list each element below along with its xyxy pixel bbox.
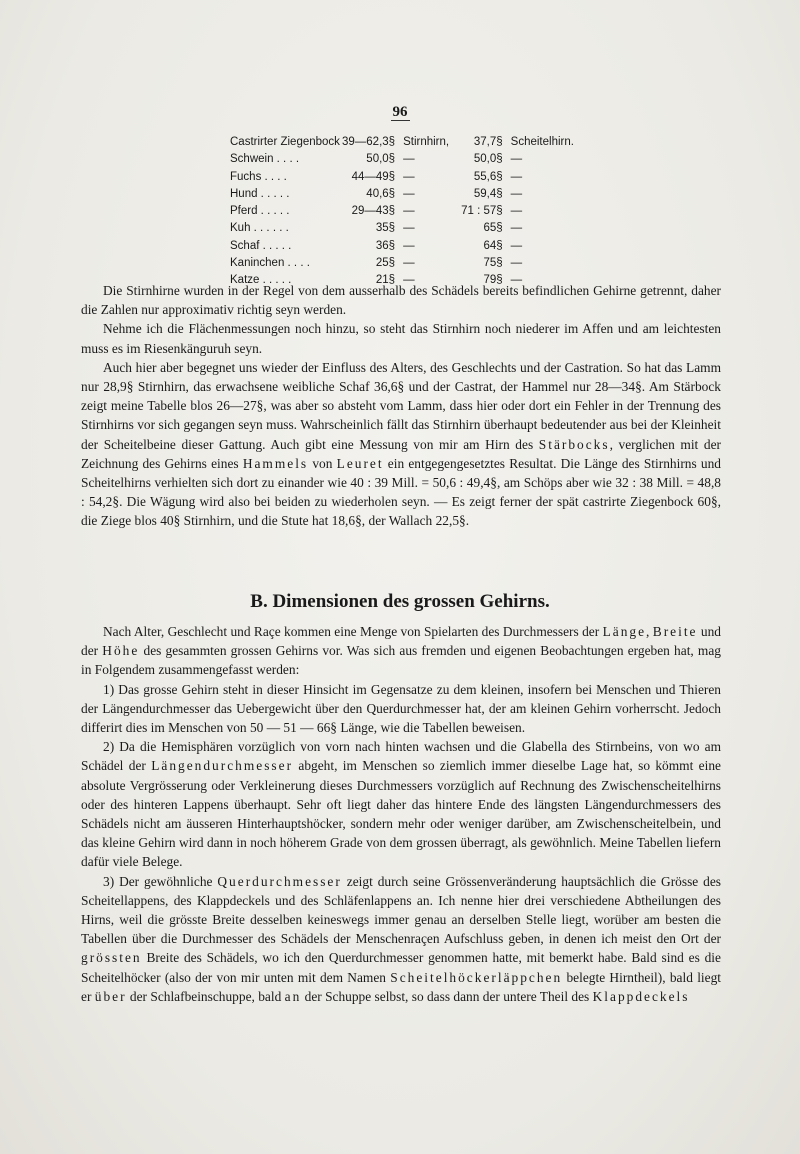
table-row [230, 203, 574, 220]
frontal-label: — [403, 239, 415, 252]
table-row [230, 134, 574, 151]
table-row [230, 151, 574, 168]
table-row [230, 169, 574, 186]
paragraph: Auch hier aber begegnet uns wieder der Einfluss des Alters, des Geschlechts und der Castration. So hat das Lamm nur 28,9§ Stirnhirn, das erwachsene weibliche Schaf 36,6§ und der Castrat, der Hammel nur 28—34§. Am Stärbock zeigt meine Tabelle blos 26—27§, was aber so absteht vom Lamm, dass hier oder dort ein Fehler in der Trennung des Stirnhirns vor sich gegangen seyn muss. Wahrscheinlich fällt das Stirnhirn überhaupt bedeutender aus bei der Kleinheit der Scheitelbeine dieser Gattung. Auch gibt eine Messung von mir am Hirn des Stärbocks, verglichen mit der Zeichnung des Gehirns eines Hammels von Leuret ein entgegengesetztes Resultat. Die Länge des Stirnhirns und Scheitelhirns verhielten sich dort zu einander wie 40 : 39 Mill. = 50,6 : 49,4§, am Schöps aber wie 32 : 38 Mill. = 48,8 : 54,2§. Die Wägung wird also bei beiden zu wiederholen seyn. — Es zeigt ferner der spät castrirte Ziegenbock 60§, die Ziege blos 40§ Stirnhirn, und die Stute hat 18,6§, der Wallach 22,5§. [81, 359, 721, 529]
frontal-value: 39—62,3§ [342, 136, 396, 148]
animal-name: Castrirter Ziegenbock [230, 136, 340, 148]
frontal-label: — [403, 170, 415, 183]
animal-name: Katze . . . . . [230, 274, 292, 287]
animal-name: Pferd . . . . . [230, 205, 290, 218]
frontal-label: — [403, 257, 415, 270]
parietal-label: — [510, 153, 523, 166]
table-row [230, 186, 574, 203]
frontal-label: — [403, 153, 415, 166]
parietal-value: 65§ [483, 222, 503, 235]
parietal-value: 59,4§ [473, 187, 503, 200]
parietal-value: 55,6§ [473, 170, 503, 183]
brain-ratio-table [230, 134, 574, 290]
parietal-label: Scheitelhirn. [510, 136, 574, 148]
parietal-label: — [510, 187, 523, 200]
parietal-label: — [510, 170, 523, 183]
frontal-label: Stirnhirn, [403, 136, 450, 148]
parietal-value: 50,0§ [473, 153, 503, 166]
frontal-value: 35§ [375, 222, 396, 235]
table-row [230, 220, 574, 237]
frontal-label: — [403, 187, 415, 200]
paragraph: Die Stirnhirne wurden in der Regel von dem ausserhalb des Schädels bereits befindlichen Gehirne getrennt, daher die Zahlen nur approximativ richtig seyn werden. [81, 283, 721, 318]
section-heading: B. Dimensionen des grossen Gehirns. [250, 591, 550, 612]
paragraph: Nehme ich die Flächenmessungen noch hinzu, so steht das Stirnhirn noch niederer im Affen und am leichtesten muss es im Riesenkänguruh seyn. [81, 321, 721, 356]
numbered-paragraph: 3) Der gewöhnliche Querdurchmesser zeigt durch seine Grössenveränderung hauptsächlich die Grösse des Scheitellappens, des Klappdeckels und des Schläfenlappens an. Ich nenne hier drei verschiedene Abtheilungen des Hirns, weil die grösste Breite desselben keineswegs immer genau an derselben Stelle liegt, worüber am besten die Tabellen über die Durchmesser des Schädels der Menschenraçen Aufschluss geben, in denen ich meist den Ort der grössten Breite des Schädels, wo ich den Querdurchmesser genommen hatte, mit bemerkt habe. Bald sind es die Scheitelhöcker (also der von mir unten mit dem Namen Scheitelhöckerläppchen belegte Hirntheil), bald liegt er über der Schlafbeinschuppe, bald an der Schuppe selbst, so dass dann der untere Theil des Klappdeckels [81, 873, 722, 1004]
animal-name: Fuchs . . . . [230, 170, 287, 183]
frontal-value: 21§ [375, 274, 396, 287]
frontal-label: — [403, 205, 415, 218]
animal-name: Hund . . . . . [230, 187, 290, 200]
parietal-label: — [510, 222, 523, 235]
numbered-paragraph: 2) Da die Hemisphären vorzüglich von vorn nach hinten wachsen und die Glabella des Stirnbeins, von wo am Schädel der Längendurchmesser abgeht, im Menschen so ziemlich immer dieselbe Lage hat, so kömmt eine absolute Vergrösserung oder Verkleinerung dieses Durchmessers vorzüglich auf Rechnung des Zwischenscheitelhirns oder des hinteren Lappens überhaupt. Sehr oft liegt daher das hintere Ende des längsten Längendurchmessers des Schädels nicht am äusseren Hinterhauptshöcker, sondern mehr oder weniger darüber, am Zwischenscheitelbein, und das kleine Gehirn wird dann in noch höherem Grade von dem grossen überragt, als gewöhnlich. Meine Tabellen liefern dafür viele Belege. [81, 739, 721, 870]
frontal-value: 40,6§ [366, 187, 396, 200]
table-row [230, 255, 574, 272]
numbered-paragraph: 1) Das grosse Gehirn steht in dieser Hinsicht im Gegensatze zu dem kleinen, insofern bei Menschen und Thieren der Längendurchmesser das Uebergewicht über den Querdurchmesser hat, der am kleinen Gehirn vorherrscht. Jedoch differirt dies im Menschen von 50 — 51 — 66§ Länge, wie die Tabellen beweisen. [81, 681, 721, 736]
paragraph: Nach Alter, Geschlecht und Raçe kommen eine Menge von Spielarten des Durchmessers der Länge, Breite und der Höhe des gesammten grossen Gehirns vor. Was sich aus fremden und eigenen Beobachtungen ergeben hat, mag in Folgendem zusammengefasst werden: [81, 624, 721, 678]
frontal-value: 50,0§ [366, 153, 396, 166]
frontal-value: 29—43§ [351, 205, 396, 218]
table-row [230, 238, 574, 255]
animal-name: Kaninchen . . . . [230, 257, 310, 270]
parietal-label: — [510, 239, 523, 252]
frontal-value: 25§ [375, 257, 396, 270]
frontal-value: 44—49§ [351, 170, 396, 183]
parietal-label: — [510, 274, 523, 287]
frontal-value: 36§ [375, 239, 396, 252]
parietal-value: 37,7§ [473, 136, 503, 148]
parietal-value: 75§ [483, 257, 503, 270]
animal-name: Kuh . . . . . . [230, 222, 289, 235]
animal-name: Schwein . . . . [230, 153, 300, 166]
animal-name: Schaf . . . . . [230, 239, 292, 252]
text-block-lower [81, 622, 721, 1006]
parietal-value: 79§ [483, 274, 503, 287]
frontal-label: — [403, 222, 415, 235]
parietal-label: — [510, 257, 523, 270]
parietal-value: 71 : 57§ [461, 205, 503, 218]
parietal-value: 64§ [483, 239, 503, 252]
parietal-label: — [510, 205, 523, 218]
text-block-upper [81, 281, 721, 531]
frontal-label: — [403, 274, 415, 287]
page-number: 96 [392, 104, 408, 120]
